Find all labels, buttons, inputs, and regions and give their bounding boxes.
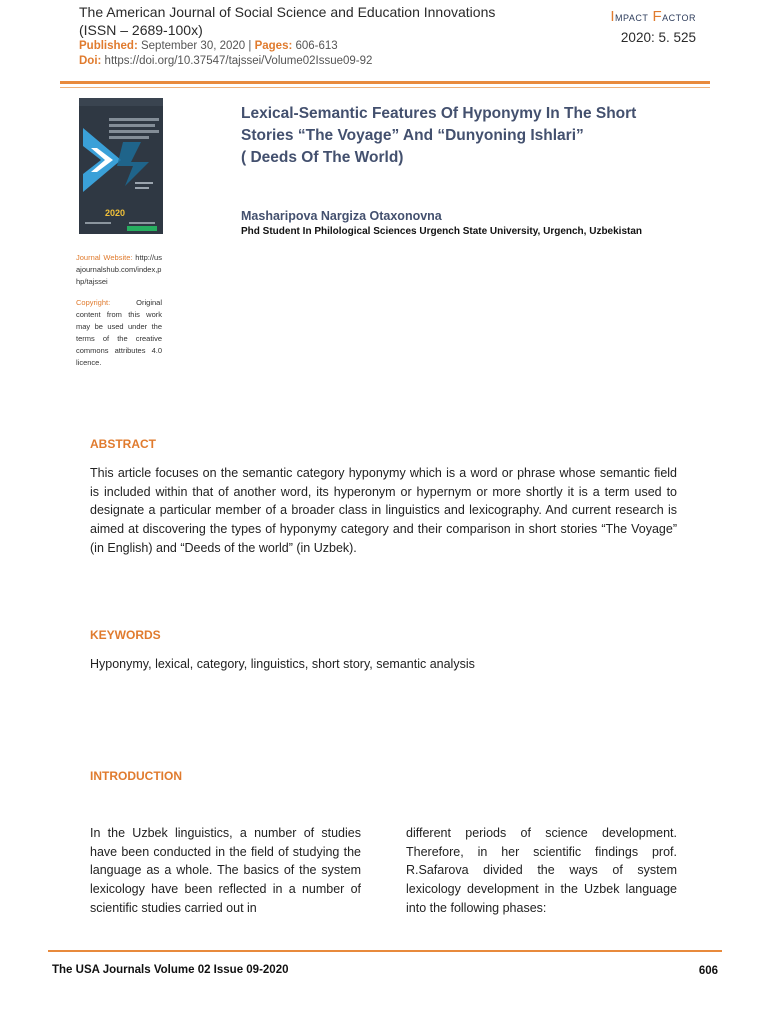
publication-info [79,40,338,52]
introduction-column-right: different periods of science development. Therefore, in her scientific findings prof. R.Safarova divided the ways of system lexicology development in the Uzbek language into the following phases: [406,826,677,915]
copyright-text: Original content from this work may be used under the terms of the creative commons attributes 4.0 licence. [76,298,162,367]
impact-factor-label: Impact Factor [610,8,696,25]
page-number: 606 [698,965,718,977]
header-divider [60,81,710,84]
journal-cover-image [79,98,163,234]
header-divider-thin [60,87,710,88]
cover-year: 2020 [105,208,126,218]
doi-link[interactable]: https://doi.org/10.37547/tajssei/Volume02Issue09-92 [101,55,373,67]
footer-journal-issue: The USA Journals Volume 02 Issue 09-2020 [52,964,289,976]
published-date: September 30, 2020 | [137,40,255,52]
author-name: Masharipova Nargiza Otaxonovna [241,209,442,223]
author-affiliation: Phd Student In Philological Sciences Urgench State University, Urgench, Uzbekistan [241,226,643,237]
website-url[interactable]: http://usajournalshub.com/index,php/tajssei [76,253,162,286]
journal-name: The American Journal of Social Science and Education Innovations [79,4,496,20]
article-title: Lexical-Semantic Features Of Hyponymy In The Short Stories “The Voyage” And “Dunyoning Ishlari” ( Deeds Of The World) [241,105,637,166]
abstract-heading: ABSTRACT [90,437,156,451]
footer-divider [48,950,722,952]
abstract-text: This article focuses on the semantic category hyponymy which is a word or phrase whose semantic field is included within that of another word, its hyperonym or hypernym or more shortly it is a term used to designate a particular member of a broader class in linguistics and lexicography. And current research is aimed at discovering the types of hyponymy category and their comparison in short stories “The Voyage” (in English) and “Deeds of the world” (in Uzbek). [90,466,677,555]
journal-issn: (ISSN – 2689-100x) [79,22,203,38]
keywords-heading: KEYWORDS [90,628,161,642]
introduction-column-left: In the Uzbek linguistics, a number of studies have been conducted in the field of studying the language as a whole. The basics of the system lexicology have been reflected in a number of scientific studies carried out in [90,826,361,915]
doi-label: Doi: [79,55,102,67]
impact-factor-value: 2020: 5. 525 [620,30,696,45]
introduction-heading: INTRODUCTION [90,769,182,783]
published-label: Published: [79,40,138,52]
pages-value: 606-613 [292,40,338,52]
keywords-text: Hyponymy, lexical, category, linguistics, short story, semantic analysis [90,657,475,671]
website-label: Journal Website: [76,253,133,262]
doi-line [79,55,372,67]
journal-website [76,252,162,288]
copyright-notice [76,297,162,369]
pages-label: Pages: [254,40,293,52]
copyright-label: Copyright: [76,298,111,307]
